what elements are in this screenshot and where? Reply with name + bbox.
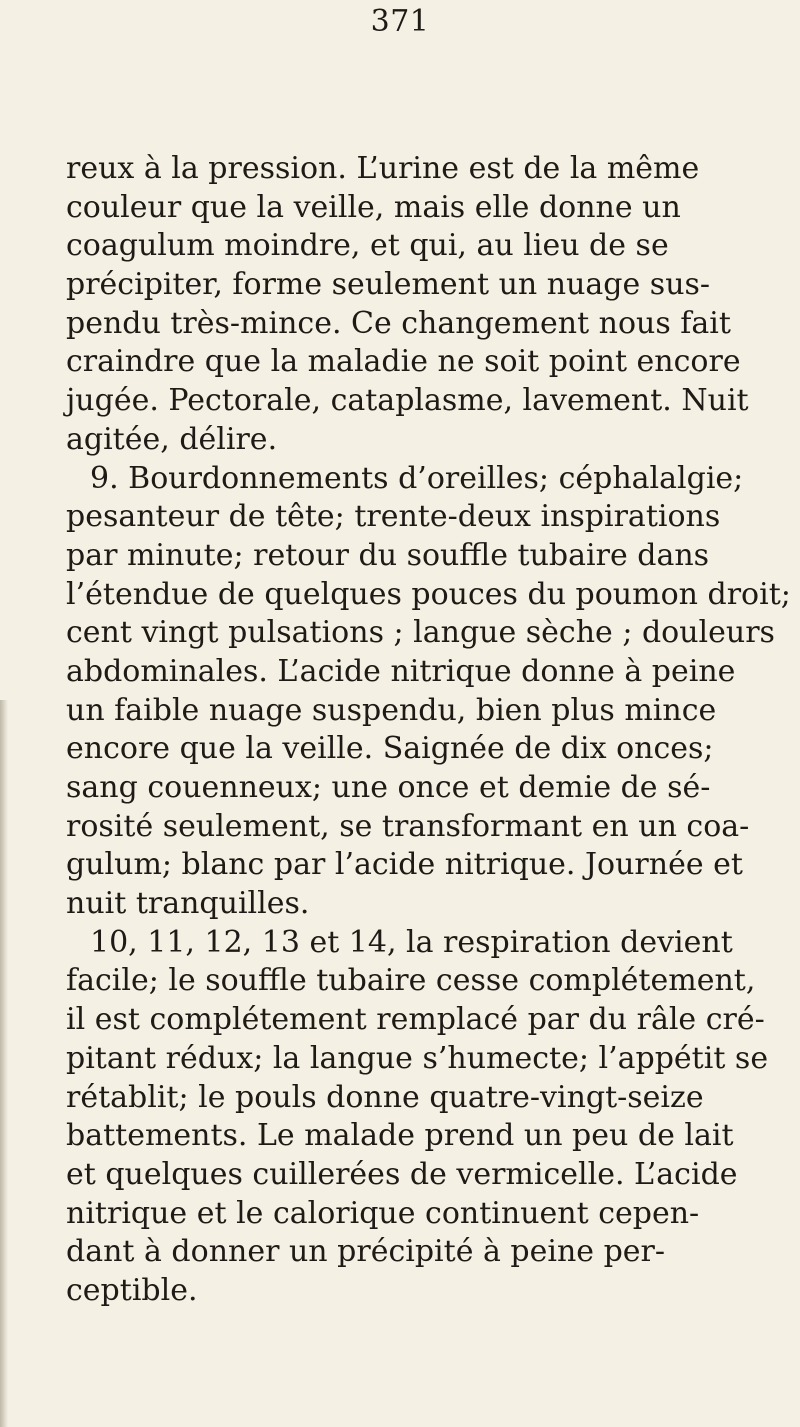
text-line: pesanteur de tête; trente-deux inspirations xyxy=(66,499,721,535)
text-line: il est complétement remplacé par du râle cré- xyxy=(66,1002,765,1038)
text-line: facile; le souffle tubaire cesse complétement, xyxy=(66,963,756,999)
text-line: 9. Bourdonnements d’oreilles; céphalalgie; xyxy=(90,460,744,496)
text-line: craindre que la maladie ne soit point encore xyxy=(66,344,741,380)
text-line: sang couenneux; une once et demie de sé- xyxy=(66,770,711,805)
text-line: un faible nuage suspendu, bien plus mince xyxy=(66,692,717,728)
text-line: cent vingt pulsations ; langue sèche ; douleurs xyxy=(66,615,775,651)
text-line: couleur que la veille, mais elle donne un xyxy=(66,189,681,225)
binding-shadow xyxy=(0,700,8,1427)
text-line: 10, 11, 12, 13 et 14, la respiration devient xyxy=(90,924,733,960)
text-line: reux à la pression. L’urine est de la même xyxy=(66,151,700,186)
text-line: jugée. Pectorale, cataplasme, lavement. Nuit xyxy=(66,383,749,419)
page-number: 371 xyxy=(370,4,430,39)
text-line: rosité seulement, se transformant en un coa- xyxy=(66,808,750,844)
text-line: ceptible. xyxy=(66,1272,198,1308)
text-line: rétablit; le pouls donne quatre-vingt-seize xyxy=(66,1079,704,1115)
body-text xyxy=(66,150,791,1311)
text-line: battements. Le malade prend un peu de lait xyxy=(66,1118,734,1154)
text-line: coagulum moindre, et qui, au lieu de se xyxy=(66,228,669,264)
text-line: dant à donner un précipité à peine per- xyxy=(66,1234,666,1270)
text-line: abdominales. L’acide nitrique donne à peine xyxy=(66,653,736,689)
text-line: nuit tranquilles. xyxy=(66,886,310,922)
text-line: gulum; blanc par l’acide nitrique. Journée et xyxy=(66,847,743,883)
text-line: et quelques cuillerées de vermicelle. L’acide xyxy=(66,1156,738,1192)
text-line: encore que la veille. Saignée de dix onces; xyxy=(66,731,714,767)
text-line: nitrique et le calorique continuent cepen- xyxy=(66,1195,700,1231)
text-line: précipiter, forme seulement un nuage sus- xyxy=(66,267,711,303)
text-line: agitée, délire. xyxy=(66,421,278,457)
text-line: par minute; retour du souffle tubaire dans xyxy=(66,537,710,573)
text-line: l’étendue de quelques pouces du poumon droit; xyxy=(66,576,791,612)
text-line: pitant rédux; la langue s’humecte; l’appétit se xyxy=(66,1040,769,1076)
text-line: pendu très-mince. Ce changement nous fait xyxy=(66,305,731,341)
